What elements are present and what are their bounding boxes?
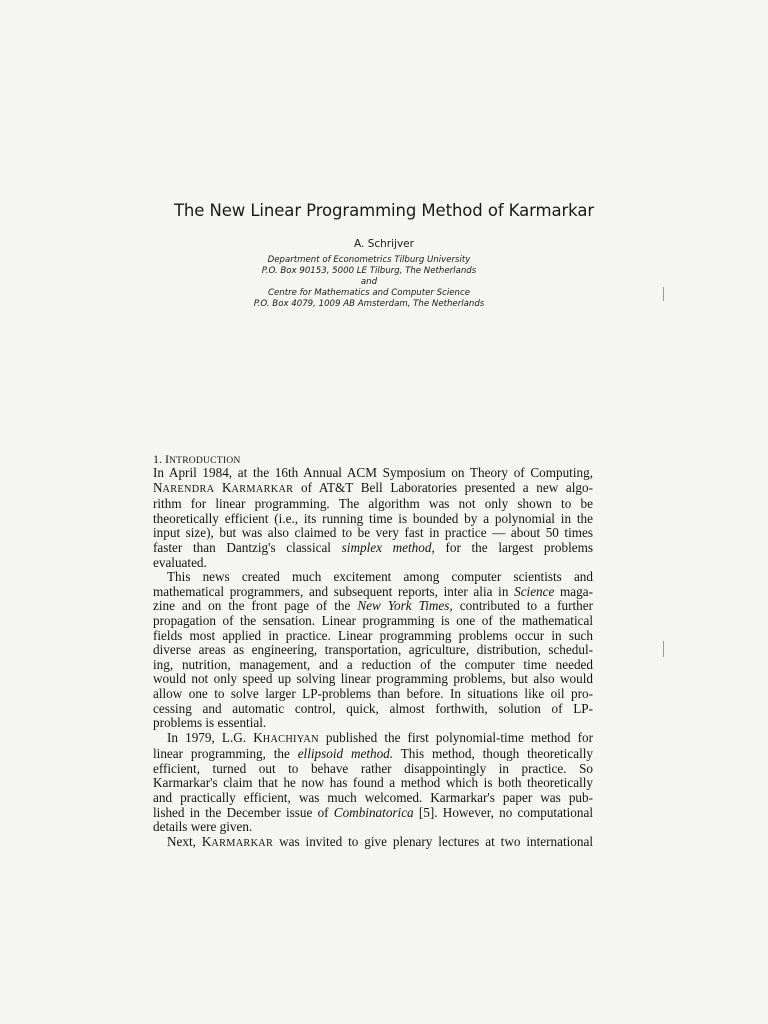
- scan-mark: [663, 641, 664, 657]
- name-initial: K: [253, 729, 263, 745]
- text-segment: linear programming, the: [153, 746, 298, 762]
- text-segment: lished in the December issue of: [153, 804, 334, 820]
- scan-mark: [663, 287, 664, 301]
- text-line: rithm for linear programming. The algorithm was not only shown to be: [153, 496, 593, 512]
- name-initial: K: [221, 479, 232, 495]
- text-line: This news created much excitement among computer scientists and: [167, 569, 593, 585]
- text-segment: published the first polynomial-time method for: [318, 729, 593, 745]
- text-line: [153, 599, 593, 614]
- italic-term: Combinatorica: [333, 804, 414, 820]
- section-title-rest: NTRODUCTION: [169, 455, 241, 466]
- text-line: evaluated.: [153, 554, 207, 570]
- name-smallcaps: ARMARKAR: [211, 837, 274, 849]
- text-line: input size), but was also claimed to be very fast in practice — about 50 times: [153, 525, 593, 541]
- affiliation-block: [0, 255, 738, 310]
- name-smallcaps: HACHIYAN: [262, 733, 319, 745]
- text-segment: This method, though theoretically: [393, 746, 593, 762]
- text-line: [153, 585, 593, 600]
- affiliation-line: P.O. Box 4079, 1009 AB Amsterdam, The Netherlands: [253, 299, 485, 309]
- italic-term: New York Times,: [357, 598, 453, 614]
- affiliation-line: P.O. Box 90153, 5000 LE Tilburg, The Netherlands: [261, 266, 477, 276]
- text-line: [153, 747, 593, 762]
- affiliation-line: Department of Econometrics Tilburg University: [267, 255, 471, 265]
- text-line: [153, 541, 593, 556]
- text-line: efficient, turned out to behave rather disappointingly in practice. So: [153, 760, 593, 776]
- name-initial: N: [153, 479, 163, 495]
- section-number: 1.: [153, 452, 162, 466]
- text-line: ing, nutrition, management, and a reduction of the computer time needed: [153, 656, 593, 672]
- section-title-initial: I: [165, 452, 169, 466]
- text-line: and practically efficient, was much welcomed. Karmarkar's paper was pub-: [153, 790, 593, 806]
- text-line: would not only speed up solving linear programming problems, but also would: [153, 671, 593, 687]
- text-segment: Next,: [167, 833, 202, 849]
- text-segment: zine and on the front page of the: [153, 598, 358, 614]
- text-line: fields most applied in practice. Linear programming problems occur in such: [153, 627, 593, 643]
- name-smallcaps: ARMARKAR: [231, 483, 294, 495]
- author-name: A. Schrijver: [354, 238, 414, 250]
- text-segment: [5]. However, no computational: [413, 804, 593, 820]
- text-segment: faster than Dantzig's classical: [153, 539, 342, 555]
- name-initial: K: [201, 833, 212, 849]
- text-segment: of AT&T Bell Laboratories presented a new algo-: [293, 479, 594, 495]
- text-segment: mathematical programmers, and subsequent reports, inter alia in: [153, 583, 515, 599]
- text-segment: maga-: [554, 583, 593, 599]
- italic-term: ellipsoid method.: [297, 746, 394, 762]
- text-line: [153, 731, 593, 748]
- text-segment: was invited to give plenary lectures at two international: [273, 833, 593, 849]
- body-text: [153, 466, 593, 851]
- text-line: [153, 481, 593, 498]
- text-segment: contributed to a further: [452, 598, 593, 614]
- text-segment: In 1979, L.G.: [167, 729, 254, 745]
- text-line: allow one to solve larger LP-problems than before. In situations like oil pro-: [153, 685, 593, 701]
- text-line: details were given.: [153, 819, 253, 835]
- text-line: cessing and automatic control, quick, almost forthwith, solution of LP-: [153, 700, 593, 716]
- text-line: [153, 806, 593, 821]
- text-line: In April 1984, at the 16th Annual ACM Symposium on Theory of Computing,: [153, 465, 593, 480]
- affiliation-line: Centre for Mathematics and Computer Science: [268, 288, 470, 298]
- paper-title: The New Linear Programming Method of Karmarkar: [173, 201, 595, 220]
- text-line: problems is essential.: [153, 715, 267, 731]
- name-smallcaps: ARENDRA: [162, 483, 215, 495]
- text-segment: for the largest problems: [434, 539, 593, 555]
- text-line: Karmarkar's claim that he now has found a method which is both theoretically: [153, 775, 593, 791]
- affiliation-line: and: [360, 277, 378, 287]
- text-line: theoretically efficient (i.e., its running time is bounded by a polynomial in the: [153, 510, 593, 526]
- text-line: propagation of the sensation. Linear programming is one of the mathematical: [153, 612, 593, 628]
- italic-term: simplex method,: [341, 539, 435, 555]
- text-line: [153, 835, 593, 852]
- italic-term: Science: [514, 583, 555, 599]
- text-line: diverse areas as engineering, transportation, agriculture, distribution, schedul-: [153, 642, 593, 658]
